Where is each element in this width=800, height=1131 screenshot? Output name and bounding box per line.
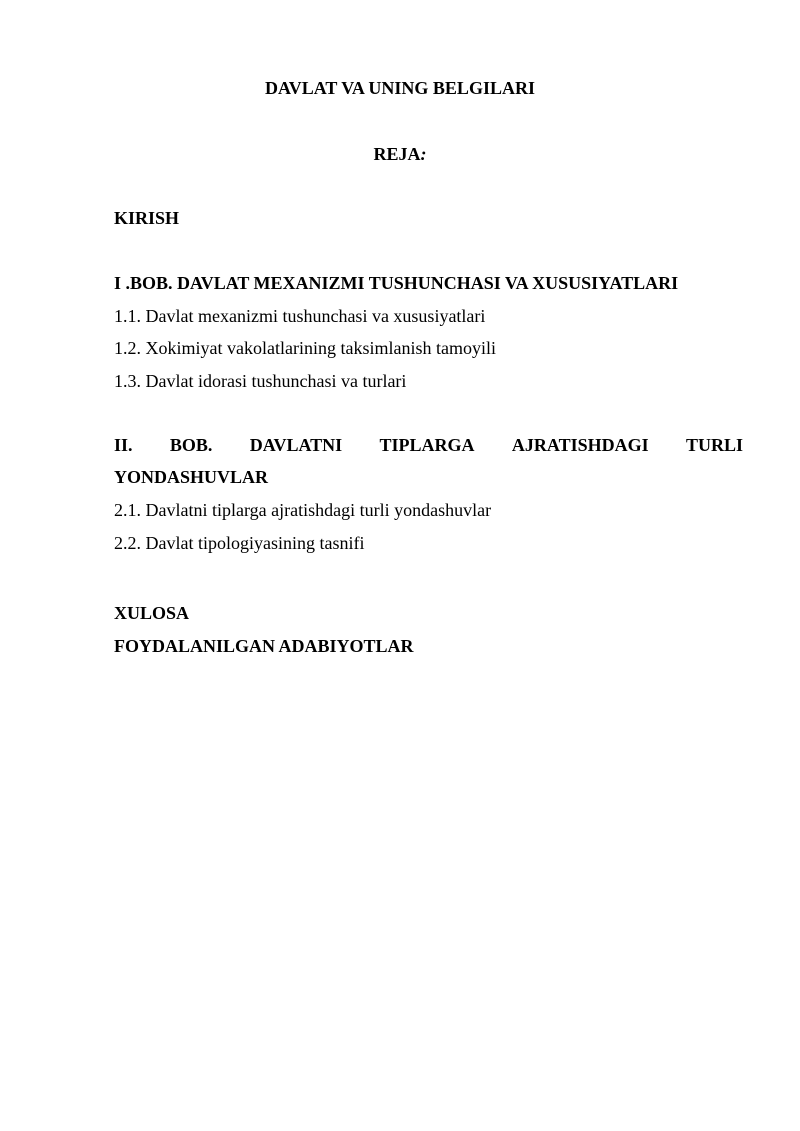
plan-heading-colon: : [420,144,427,164]
plan-heading-text: REJA [373,144,421,164]
chapter2-heading-word: II. [114,435,133,455]
chapter2-section-1: 2.1. Davlatni tiplarga ajratishdagi turli yondashuvlar [114,500,492,520]
chapter2-heading-continued: YONDASHUVLAR [114,467,269,487]
chapter2-heading-word: TIPLARGA [379,435,475,455]
references-heading: FOYDALANILGAN ADABIYOTLAR [114,636,414,656]
chapter2-heading-word: DAVLATNI [249,435,343,455]
chapter2-heading-word: BOB. [169,435,213,455]
chapter1-section-3: 1.3. Davlat idorasi tushunchasi va turlari [114,371,407,391]
chapter2-section-2: 2.2. Davlat tipologiyasining tasnifi [114,533,365,553]
introduction-heading: KIRISH [114,208,180,228]
conclusion-heading: XULOSA [114,603,190,623]
chapter2-heading-word: AJRATISHDAGI [511,435,649,455]
chapter2-heading [114,434,743,456]
chapter2-heading-word: TURLI [685,435,743,455]
chapter1-section-1: 1.1. Davlat mexanizmi tushunchasi va xususiyatlari [114,306,486,326]
chapter1-heading: I .BOB. DAVLAT MEXANIZMI TUSHUNCHASI VA XUSUSIYATLARI [114,273,679,293]
chapter1-section-2: 1.2. Xokimiyat vakolatlarining taksimlanish tamoyili [114,338,496,358]
plan-heading [0,143,800,165]
document-title: DAVLAT VA UNING BELGILARI [265,78,535,98]
